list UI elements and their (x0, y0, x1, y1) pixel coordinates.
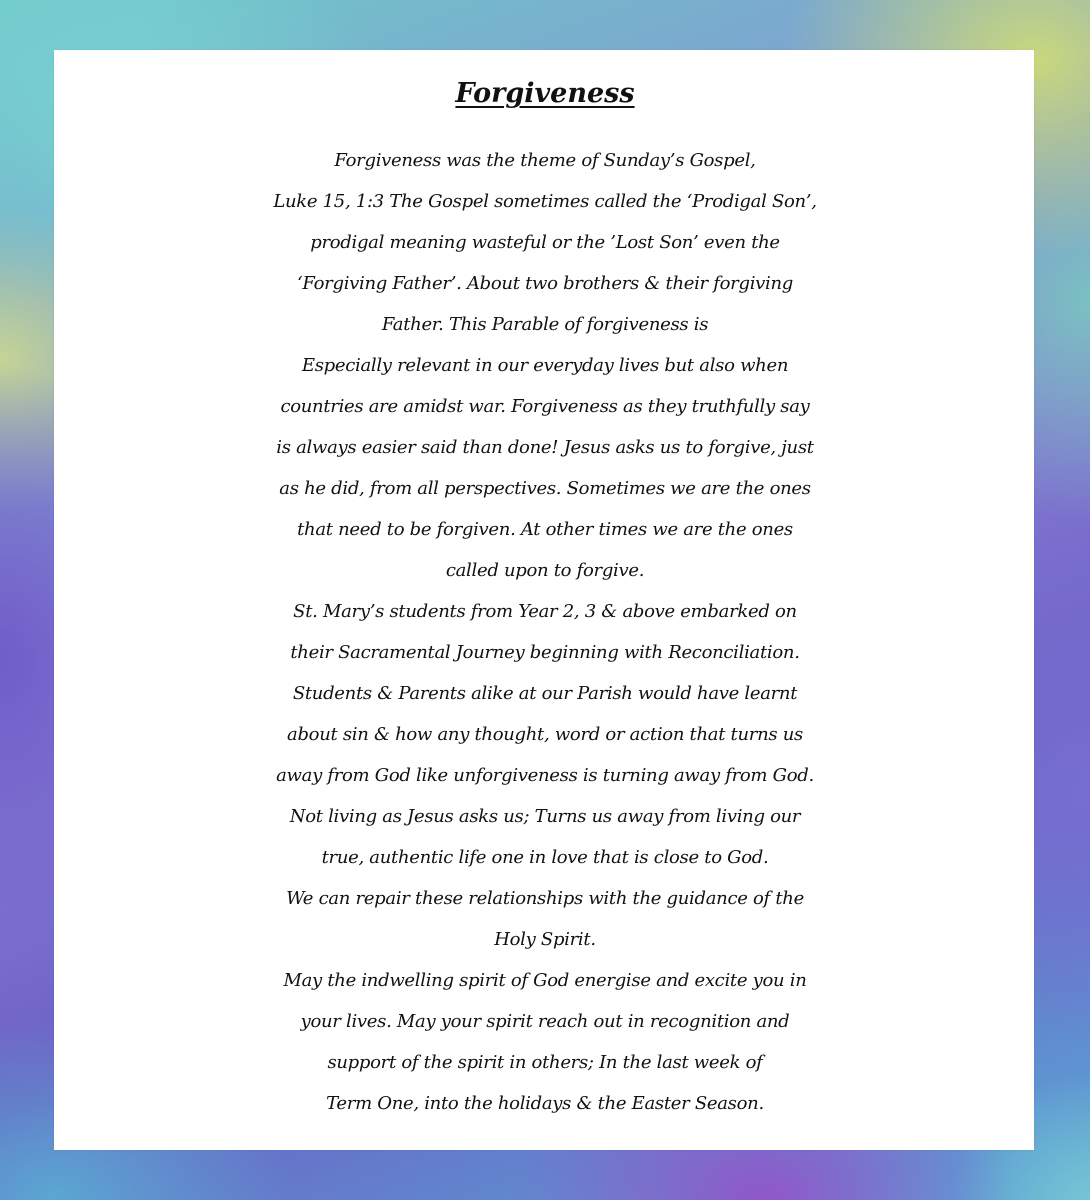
body-line: ‘Forgiving Father’. About two brothers & their forgiving (297, 273, 793, 294)
body-line: Forgiveness was the theme of Sunday’s Gospel, (334, 150, 756, 171)
body-line: St. Mary’s students from Year 2, 3 & above embarked on (293, 601, 797, 622)
body-line: your lives. May your spirit reach out in recognition and (300, 1011, 790, 1032)
body-line: Especially relevant in our everyday lives but also when (301, 355, 789, 376)
body-line: countries are amidst war. Forgiveness as they truthfully say (280, 396, 810, 417)
body-line: Holy Spirit. (494, 929, 596, 950)
body-line: that need to be forgiven. At other times we are the ones (297, 519, 793, 540)
page-title: Forgiveness (455, 78, 635, 109)
body-line: Not living as Jesus asks us; Turns us away from living our (289, 806, 801, 827)
body-line: Term One, into the holidays & the Easter Season. (326, 1093, 764, 1114)
body-line: We can repair these relationships with the guidance of the (286, 888, 804, 909)
body-line: prodigal meaning wasteful or the ’Lost Son’ even the (310, 232, 780, 253)
body-line: their Sacramental Journey beginning with Reconciliation. (290, 642, 800, 663)
body-line: Father. This Parable of forgiveness is (381, 314, 709, 335)
body-line: about sin & how any thought, word or action that turns us (287, 724, 803, 745)
body-line: Luke 15, 1:3 The Gospel sometimes called the ‘Prodigal Son’, (273, 191, 817, 212)
body-line: true, authentic life one in love that is close to God. (321, 847, 769, 868)
body-line: is always easier said than done! Jesus asks us to forgive, just (276, 437, 814, 458)
body-line: away from God like unforgiveness is turning away from God. (276, 765, 814, 786)
body-line: May the indwelling spirit of God energise and excite you in (283, 970, 807, 991)
body-line: support of the spirit in others; In the last week of (327, 1052, 763, 1073)
body-line: as he did, from all perspectives. Sometimes we are the ones (279, 478, 811, 499)
body-line: called upon to forgive. (445, 560, 645, 581)
body-line: Students & Parents alike at our Parish would have learnt (292, 683, 798, 704)
body-text (0, 140, 1090, 1124)
